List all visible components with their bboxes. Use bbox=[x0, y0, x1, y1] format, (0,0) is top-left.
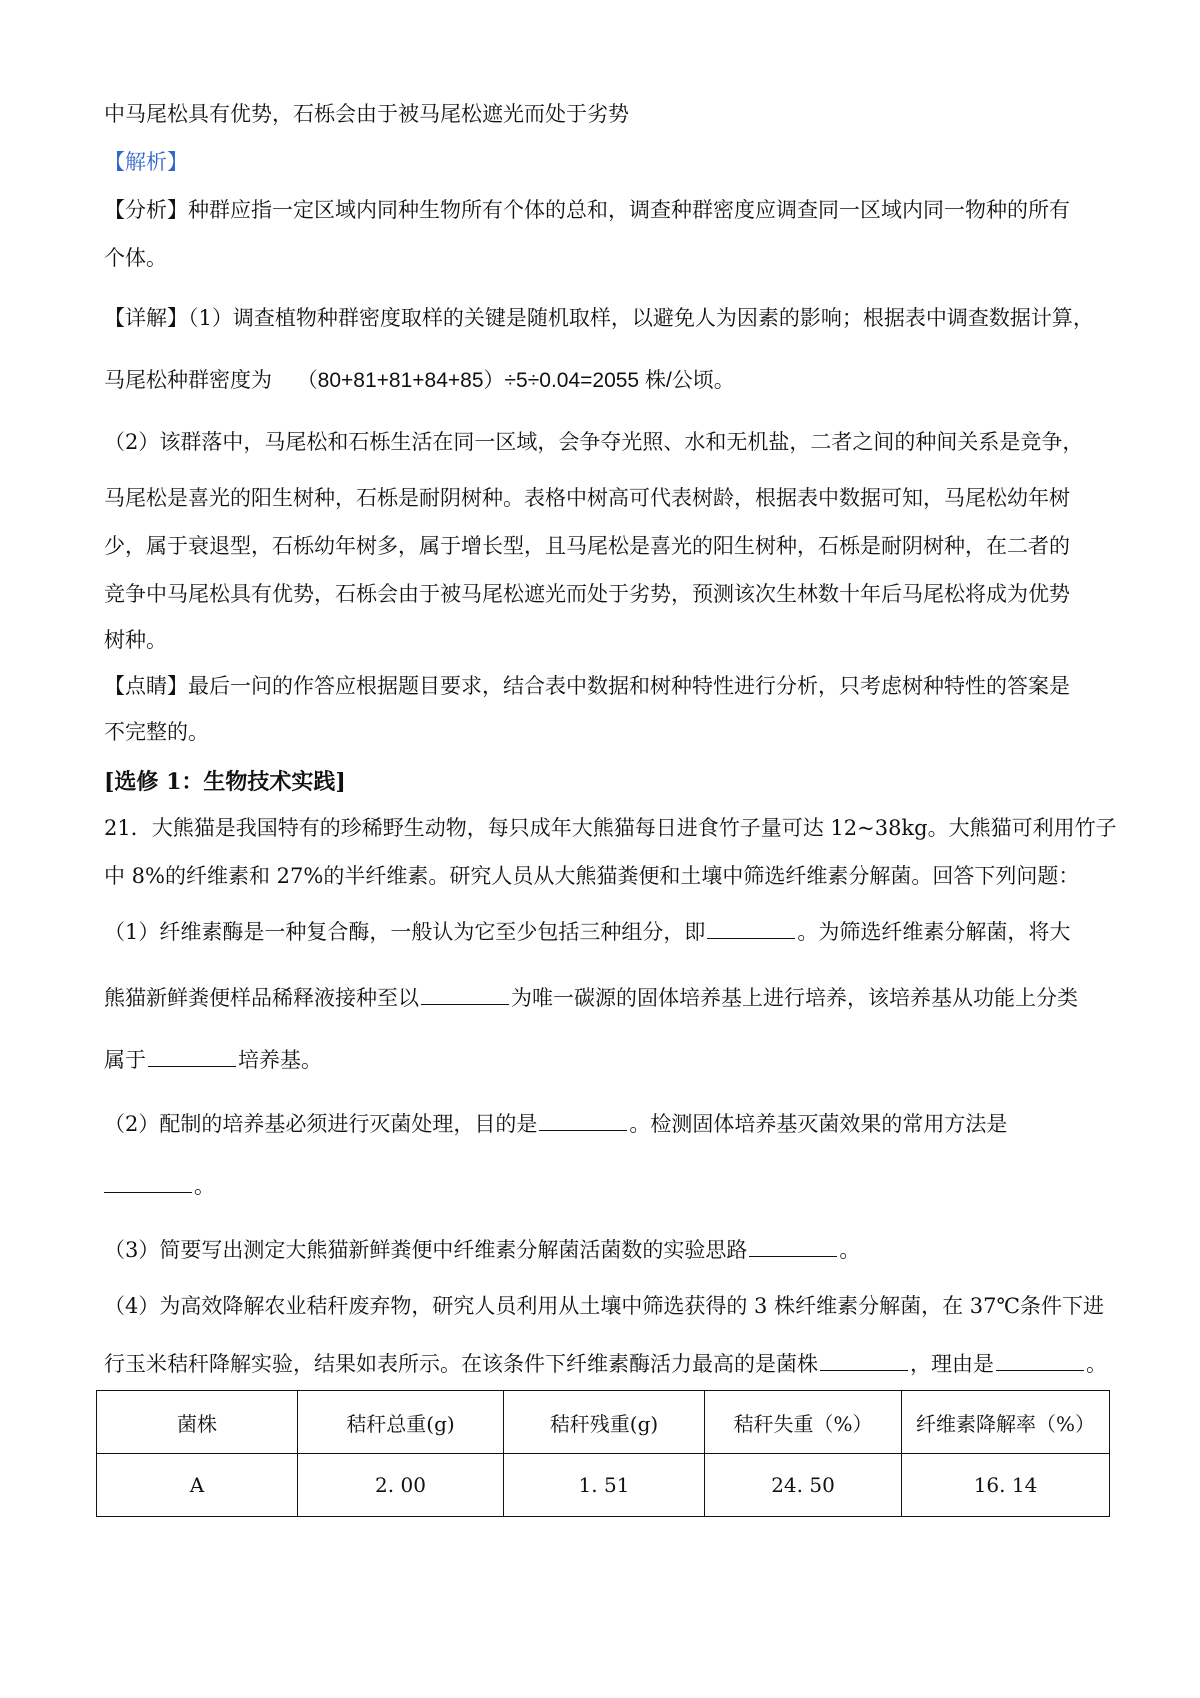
text-fragment: 。 bbox=[839, 1238, 861, 1262]
text-line: 少，属于衰退型，石栎幼年树多，属于增长型，且马尾松是喜光的阳生树种，石栎是耐阴树种，在二者的 bbox=[104, 534, 1070, 558]
text-fragment: 。检测固体培养基灭菌效果的常用方法是 bbox=[629, 1112, 1008, 1136]
text-fragment: 培养基。 bbox=[238, 1048, 322, 1072]
table-header-cell: 纤维素降解率（%） bbox=[902, 1391, 1110, 1454]
question-line: 21．大熊猫是我国特有的珍稀野生动物，每只成年大熊猫每日进食竹子量可达 12~38kg。大熊猫可利用竹子 bbox=[104, 816, 1117, 840]
text-fragment: 。 bbox=[194, 1174, 215, 1198]
text-line: 【详解】（1）调查植物种群密度取样的关键是随机取样，以避免人为因素的影响；根据表中调查数据计算， bbox=[104, 306, 1094, 330]
answer-blank bbox=[104, 1172, 192, 1193]
text-line: 马尾松是喜光的阳生树种，石栎是耐阴树种。表格中树高可代表树龄，根据表中数据可知，马尾松幼年树 bbox=[104, 486, 1070, 510]
text-fragment: 马尾松种群密度为 bbox=[104, 368, 272, 392]
text-fragment: （2）配制的培养基必须进行灭菌处理，目的是 bbox=[104, 1112, 538, 1136]
table-cell: 1. 51 bbox=[504, 1454, 705, 1517]
text-line: 树种。 bbox=[104, 628, 167, 652]
text-line: 竞争中马尾松具有优势，石栎会由于被马尾松遮光而处于劣势，预测该次生林数十年后马尾松将成为优势 bbox=[104, 582, 1070, 606]
text-fragment: 行玉米秸秆降解实验，结果如表所示。在该条件下纤维素酶活力最高的是菌株 bbox=[104, 1352, 818, 1376]
question-line bbox=[104, 1172, 215, 1200]
text-fragment: 。为筛选纤维素分解菌，将大 bbox=[797, 920, 1071, 944]
section-label-analysis: 【解析】 bbox=[104, 150, 188, 174]
question-line bbox=[104, 1350, 1107, 1378]
text-line: 个体。 bbox=[104, 246, 167, 270]
answer-blank bbox=[820, 1350, 908, 1371]
answer-blank bbox=[749, 1236, 837, 1257]
answer-blank bbox=[148, 1046, 236, 1067]
answer-blank bbox=[996, 1350, 1084, 1371]
formula: （80+81+81+84+85）÷5÷0.04=2055 株/公顷。 bbox=[296, 369, 735, 392]
table-header-cell: 秸秆总重(g) bbox=[298, 1391, 504, 1454]
text-fragment: 熊猫新鲜粪便样品稀释液接种至以 bbox=[104, 986, 419, 1010]
question-line: 中 8%的纤维素和 27%的半纤维素。研究人员从大熊猫粪便和土壤中筛选纤维素分解菌。回答下列问题： bbox=[104, 864, 1080, 888]
question-line: （4）为高效降解农业秸秆废弃物，研究人员利用从土壤中筛选获得的 3 株纤维素分解菌，在 37℃条件下进 bbox=[104, 1294, 1104, 1318]
table-row bbox=[97, 1454, 1110, 1517]
table-cell: 24. 50 bbox=[705, 1454, 902, 1517]
text-fragment: 。 bbox=[1086, 1352, 1107, 1376]
text-line: 【点睛】最后一问的作答应根据题目要求，结合表中数据和树种特性进行分析，只考虑树种特性的答案是 bbox=[104, 674, 1070, 698]
text-line: 不完整的。 bbox=[104, 720, 209, 744]
answer-blank bbox=[707, 918, 795, 939]
question-line bbox=[104, 918, 1070, 946]
text-fragment: （1）纤维素酶是一种复合酶，一般认为它至少包括三种组分，即 bbox=[104, 920, 706, 944]
table-cell: 2. 00 bbox=[298, 1454, 504, 1517]
section-heading: [选修 1：生物技术实践] bbox=[104, 769, 346, 795]
question-line bbox=[104, 1046, 322, 1074]
text-fragment: 属于 bbox=[104, 1048, 146, 1072]
text-line: 中马尾松具有优势，石栎会由于被马尾松遮光而处于劣势 bbox=[104, 102, 629, 126]
answer-blank bbox=[539, 1110, 627, 1131]
table-header-cell: 秸秆残重(g) bbox=[504, 1391, 705, 1454]
text-line: （2）该群落中，马尾松和石栎生活在同一区域，会争夺光照、水和无机盐，二者之间的种间关系是竞争， bbox=[104, 430, 1084, 454]
text-fragment: （3）简要写出测定大熊猫新鲜粪便中纤维素分解菌活菌数的实验思路 bbox=[104, 1238, 748, 1262]
text-line: 【分析】种群应指一定区域内同种生物所有个体的总和，调查种群密度应调查同一区域内同一物种的所有 bbox=[104, 198, 1070, 222]
table-header-row bbox=[97, 1391, 1110, 1454]
question-line bbox=[104, 984, 1078, 1012]
table-cell: 16. 14 bbox=[902, 1454, 1110, 1517]
table-header-cell: 菌株 bbox=[97, 1391, 298, 1454]
results-table bbox=[96, 1390, 1110, 1517]
text-fragment: ，理由是 bbox=[910, 1352, 994, 1376]
table-header-cell: 秸秆失重（%） bbox=[705, 1391, 902, 1454]
question-line bbox=[104, 1110, 1007, 1138]
text-line bbox=[104, 366, 735, 395]
table-cell: A bbox=[97, 1454, 298, 1517]
answer-blank bbox=[421, 984, 509, 1005]
text-fragment: 为唯一碳源的固体培养基上进行培养，该培养基从功能上分类 bbox=[511, 986, 1078, 1010]
question-line bbox=[104, 1236, 860, 1264]
